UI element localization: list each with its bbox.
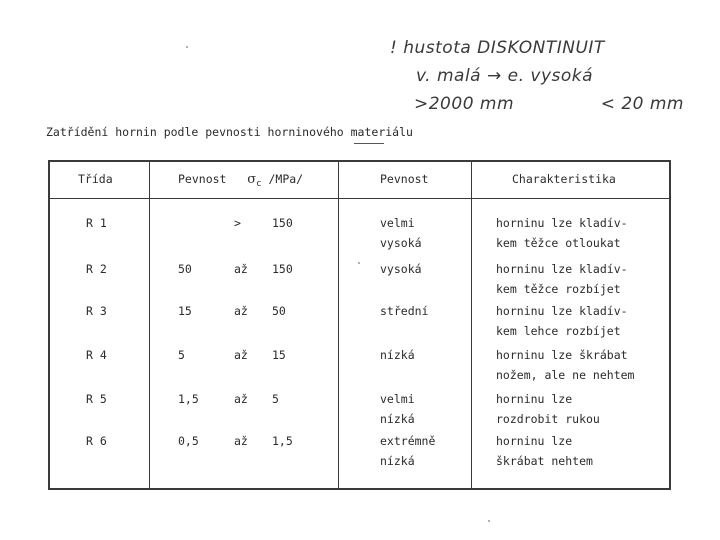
row-characteristics-1: horninu lze škrábat xyxy=(496,348,628,362)
note-line-3-right: < 20 mm xyxy=(600,94,684,114)
row-strength-from: 50 xyxy=(178,262,192,276)
row-strength-to: 15 xyxy=(272,348,286,362)
sigma-subscript: c xyxy=(256,179,262,189)
row-strength-from: 1,5 xyxy=(178,392,199,406)
row-strength-from: 5 xyxy=(178,348,185,362)
row-characteristics-1: horninu lze kladív- xyxy=(496,262,628,276)
row-strength-op: až xyxy=(234,262,248,276)
row-strength-from: 15 xyxy=(178,304,192,318)
scan-speck xyxy=(488,520,490,522)
row-characteristics-1: horninu lze kladív- xyxy=(496,304,628,318)
row-class: R 5 xyxy=(86,392,107,406)
row-strength-op: až xyxy=(234,434,248,448)
header-class: Třída xyxy=(78,172,113,186)
row-characteristics-1: horninu lze xyxy=(496,434,573,448)
row-strength-word-2: vysoká xyxy=(380,236,422,250)
row-strength-word-2: nízká xyxy=(380,412,415,426)
row-strength-op: až xyxy=(234,348,248,362)
row-strength-word-1: velmi xyxy=(380,392,415,406)
row-characteristics-2: nožem, ale ne nehtem xyxy=(496,368,635,382)
column-divider xyxy=(471,162,472,488)
row-strength-word-2: nízká xyxy=(380,454,415,468)
row-strength-op: > xyxy=(234,216,241,230)
row-class: R 1 xyxy=(86,216,107,230)
header-characteristics: Charakteristika xyxy=(512,172,616,186)
row-strength-op: až xyxy=(234,304,248,318)
row-characteristics-2: kem lehce rozbíjet xyxy=(496,324,621,338)
note-line-2: v. malá → e. vysoká xyxy=(416,66,594,86)
strength-classification-table xyxy=(48,160,671,490)
header-divider xyxy=(50,198,669,199)
row-class: R 3 xyxy=(86,304,107,318)
row-strength-word-1: velmi xyxy=(380,216,415,230)
row-strength-op: až xyxy=(234,392,248,406)
header-strength-label: Pevnost xyxy=(178,172,227,186)
row-strength-from: 0,5 xyxy=(178,434,199,448)
row-characteristics-1: horninu lze kladív- xyxy=(496,216,628,230)
table-caption: Zatřídění hornin podle pevnosti horninového materiálu xyxy=(46,125,413,139)
row-strength-to: 1,5 xyxy=(272,434,293,448)
row-strength-to: 50 xyxy=(272,304,286,318)
row-characteristics-2: rozdrobit rukou xyxy=(496,412,600,426)
row-characteristics-1: horninu lze xyxy=(496,392,573,406)
caption-pen-mark xyxy=(354,143,384,144)
column-divider xyxy=(149,162,150,488)
handwritten-note xyxy=(390,34,700,118)
note-line-3 xyxy=(414,90,684,118)
row-characteristics-2: škrábat nehtem xyxy=(496,454,593,468)
row-characteristics-2: kem těžce rozbíjet xyxy=(496,282,621,296)
row-strength-to: 5 xyxy=(272,392,279,406)
note-line-3-left: >2000 mm xyxy=(414,94,515,114)
row-strength-word-1: střední xyxy=(380,304,429,318)
row-strength-to: 150 xyxy=(272,216,293,230)
row-strength-word-1: extrémně xyxy=(380,434,436,448)
column-divider xyxy=(338,162,339,488)
row-characteristics-2: kem těžce otloukat xyxy=(496,236,621,250)
header-strength-word: Pevnost xyxy=(380,172,429,186)
row-strength-word-1: vysoká xyxy=(380,262,422,276)
row-class: R 2 xyxy=(86,262,107,276)
header-strength-value xyxy=(178,172,303,189)
row-class: R 6 xyxy=(86,434,107,448)
row-strength-to: 150 xyxy=(272,262,293,276)
note-line-1: ! hustota DISKONTINUIT xyxy=(390,38,605,58)
header-unit: /MPa/ xyxy=(268,172,304,186)
row-strength-word-1: nízká xyxy=(380,348,415,362)
sigma-symbol: σ xyxy=(247,172,257,187)
row-class: R 4 xyxy=(86,348,107,362)
scan-speck xyxy=(186,46,188,48)
